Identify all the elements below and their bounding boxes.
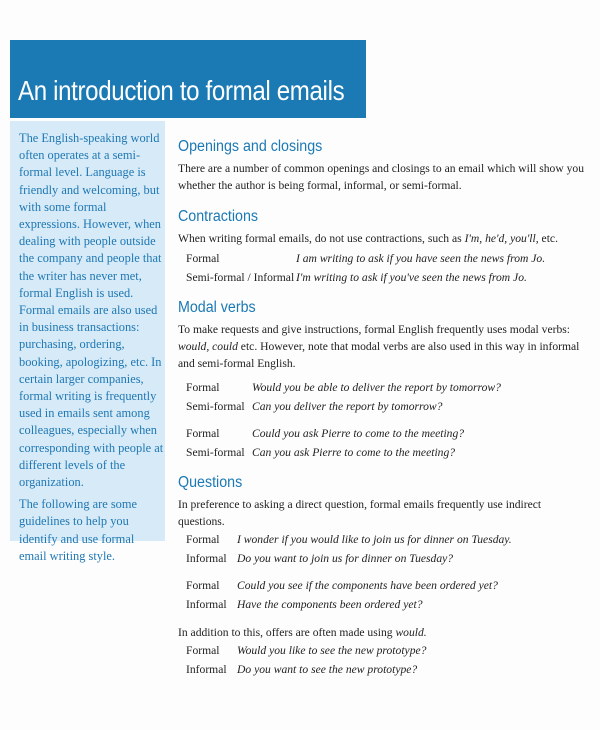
example-row: [178, 249, 545, 268]
example-sentence: I wonder if you would like to join us for dinner on Tuesday.: [237, 533, 512, 546]
questions-examples-1: [178, 530, 512, 568]
example-row: [178, 595, 498, 614]
example-row: [178, 397, 501, 416]
example-row: [178, 378, 501, 397]
example-label: Formal: [186, 427, 220, 440]
example-label: Formal: [186, 533, 220, 546]
modal-examples-2: [178, 424, 464, 462]
main-content: [178, 136, 588, 679]
questions-intro: In preference to asking a direct question, formal emails frequently use indirect questions.: [178, 498, 542, 528]
page-title: An introduction to formal emails: [18, 75, 345, 106]
example-label: Informal: [186, 598, 227, 611]
modal-intro: To make requests and give instructions, formal English frequently uses modal verbs: would, could etc. However, note that modal verbs are also used in this way in informal and semi-formal English.: [178, 323, 580, 370]
section-heading-openings: Openings and closings: [178, 138, 323, 155]
example-sentence: Could you ask Pierre to come to the meeting?: [252, 427, 465, 440]
example-row: [178, 424, 464, 443]
example-row: [178, 576, 498, 595]
sidebar-paragraph: The English-speaking world often operates at a semi-formal level. Language is friendly and welcoming, but with some formal expressions. However, when dealing with people outside the company and people that the writer has never met, formal English is used. Formal emails are also used in business transactions: purchasing, ordering, booking, apologizing, etc. In certain larger companies, formal writing is frequently used in emails sent among colleagues, especially when corresponding with people at different levels of the organization.: [19, 131, 164, 490]
example-sentence: Can you deliver the report by tomorrow?: [252, 400, 443, 413]
example-sentence: Have the components been ordered yet?: [237, 598, 423, 611]
example-row: [178, 660, 426, 679]
example-sentence: Would you be able to deliver the report by tomorrow?: [252, 381, 501, 394]
example-label: Semi-formal / Informal: [186, 271, 295, 284]
example-label: Formal: [186, 252, 220, 265]
example-sentence: I'm writing to ask if you've seen the news from Jo.: [296, 271, 527, 284]
example-label: Semi-formal: [186, 446, 245, 459]
example-sentence: I am writing to ask if you have seen the news from Jo.: [296, 252, 546, 265]
example-row: [178, 268, 545, 287]
offers-examples: [178, 641, 426, 679]
example-row: [178, 530, 512, 549]
example-sentence: Can you ask Pierre to come to the meeting?: [252, 446, 456, 459]
example-sentence: Do you want to join us for dinner on Tuesday?: [237, 552, 454, 565]
section-heading-contractions: Contractions: [178, 208, 259, 225]
section-heading-questions: Questions: [178, 474, 243, 491]
example-label: Informal: [186, 552, 227, 565]
example-label: Formal: [186, 644, 220, 657]
questions-examples-2: [178, 576, 498, 614]
modal-examples-1: [178, 378, 501, 416]
contractions-examples: [178, 249, 545, 287]
example-row: [178, 443, 464, 462]
offers-intro: In addition to this, offers are often made using would.: [178, 626, 427, 639]
example-label: Formal: [186, 579, 220, 592]
openings-text: There are a number of common openings and closings to an email which will show you whether the author is being formal, informal, or semi-formal.: [178, 162, 585, 192]
sidebar-paragraph: The following are some guidelines to help you identify and use formal email writing style.: [19, 497, 138, 563]
section-heading-modal-verbs: Modal verbs: [178, 299, 256, 316]
contractions-intro: When writing formal emails, do not use contractions, such as I'm, he'd, you'll, etc.: [178, 232, 558, 245]
sidebar-text: [19, 130, 164, 570]
example-row: [178, 549, 512, 568]
example-label: Formal: [186, 381, 220, 394]
example-sentence: Do you want to see the new prototype?: [237, 663, 418, 676]
example-label: Semi-formal: [186, 400, 245, 413]
example-sentence: Would you like to see the new prototype?: [237, 644, 427, 657]
example-label: Informal: [186, 663, 227, 676]
example-sentence: Could you see if the components have been ordered yet?: [237, 579, 498, 592]
example-row: [178, 641, 426, 660]
